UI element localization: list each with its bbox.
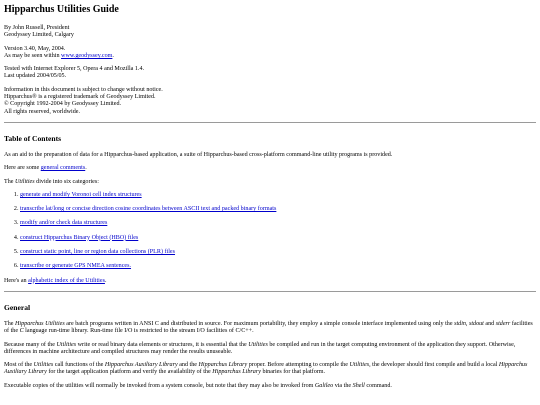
- general-comments-link[interactable]: general comments: [40, 165, 86, 172]
- category-link-modify-check[interactable]: modify and/or check data structures: [20, 220, 108, 227]
- website-link[interactable]: www.geodyssey.com: [61, 52, 113, 59]
- divider: [4, 291, 536, 292]
- toc-heading: Table of Contents: [4, 133, 62, 143]
- list-item: [20, 220, 536, 227]
- categories-line: [4, 179, 536, 186]
- website-suffix: .: [112, 52, 114, 59]
- legal-line-2: Hipparchus® is a registered trademark of Geodyssey Limited.: [4, 94, 156, 101]
- updated-line: Last updated 2004/05/05.: [4, 73, 67, 80]
- general-paragraph-3: Most of the Utilities call functions of the Hipparchus Auxiliary Library and the Hipparchus Library proper. Before attempting to compile the Utilities, the developer should first compile and build a local Hipparchus Auxiliary Library for the target application platform and verify the availability of the Hipparchus Library binaries for that platform.: [4, 362, 528, 376]
- category-link-gps-nmea[interactable]: transcribe or generate GPS NMEA sentences.: [20, 263, 132, 270]
- company-line: Geodyssey Limited, Calgary: [4, 32, 74, 39]
- categories-post: divide into six categories:: [34, 178, 99, 185]
- comments-prefix: Here are some: [4, 165, 41, 172]
- legal-line-3: © Copyright 1992-2004 by Geodyssey Limited.: [4, 101, 122, 108]
- toc-intro: As an aid to the preparation of data for a Hipparchus-based application, a suite of Hipparchus-based cross-platform command-line utility programs is provided.: [4, 151, 393, 158]
- category-link-hbo[interactable]: construct Hipparchus Binary Object (HBO) files: [20, 234, 139, 241]
- alphabetic-index-link[interactable]: alphabetic index of the Utilities: [28, 277, 105, 284]
- legal-line-1: Information in this document is subject to change without notice.: [4, 86, 163, 93]
- categories-pre: The: [4, 178, 15, 185]
- category-link-transcribe-coords[interactable]: transcribe lat/long or concise direction cosine coordinates between ASCII text and packed binary formats: [20, 206, 277, 213]
- index-line: [4, 278, 536, 285]
- tested-block: [4, 66, 536, 81]
- comments-line: [4, 165, 536, 172]
- author-block: [4, 25, 536, 40]
- list-item: [20, 249, 536, 256]
- categories-em: Utilities: [15, 178, 35, 185]
- website-line: [4, 53, 536, 60]
- general-paragraph-1: The Hipparchus Utilities are batch programs written in ANSI C and distributed in source. For maximum portability, they employ a simple console interface implemented using only the stdin, stdout and stderr facilities of the C language run-time library. Run-time file I/O is restricted to the stream I/O facilities of C/C++.: [4, 320, 533, 335]
- comments-suffix: .: [85, 165, 87, 172]
- legal-line-4: All rights reserved, worldwide.: [4, 108, 80, 115]
- page-title: Hipparchus Utilities Guide: [4, 4, 119, 15]
- index-suffix: .: [104, 277, 107, 284]
- legal-block: [4, 87, 536, 116]
- version-block: [4, 46, 536, 61]
- author-line: By John Russell, President: [4, 25, 70, 31]
- category-link-plr[interactable]: construct static point, line or region data collections (PLR) files: [20, 249, 176, 256]
- general-paragraph-4: Executable copies of the utilities will normally be invoked from a system console, but note that they may also be invoked from Galileo via the Shell command.: [4, 382, 392, 389]
- list-item: [20, 192, 536, 199]
- version-line: Version 3.40, May, 2004.: [4, 45, 66, 52]
- category-list: [4, 192, 536, 271]
- website-prefix: As may be seen within: [4, 52, 62, 59]
- list-item: [20, 263, 536, 270]
- list-item: [20, 206, 536, 213]
- category-link-voronoi[interactable]: generate and modify Voronoi cell index structures: [20, 191, 142, 198]
- index-prefix: Here's an: [4, 277, 29, 284]
- general-heading: General: [4, 302, 31, 312]
- list-item: [20, 235, 536, 242]
- tested-line: Tested with Internet Explorer 5, Opera 4 and Mozilla 1.4.: [4, 66, 145, 73]
- divider: [4, 122, 536, 123]
- general-paragraph-2: Because many of the Utilities write or read binary data elements or structures, it is essential that the Utilities be compiled and run in the target computing environment of the application they support. Otherwise, differences in machine architecture and compiled structures may render the results unuseable.: [4, 341, 516, 355]
